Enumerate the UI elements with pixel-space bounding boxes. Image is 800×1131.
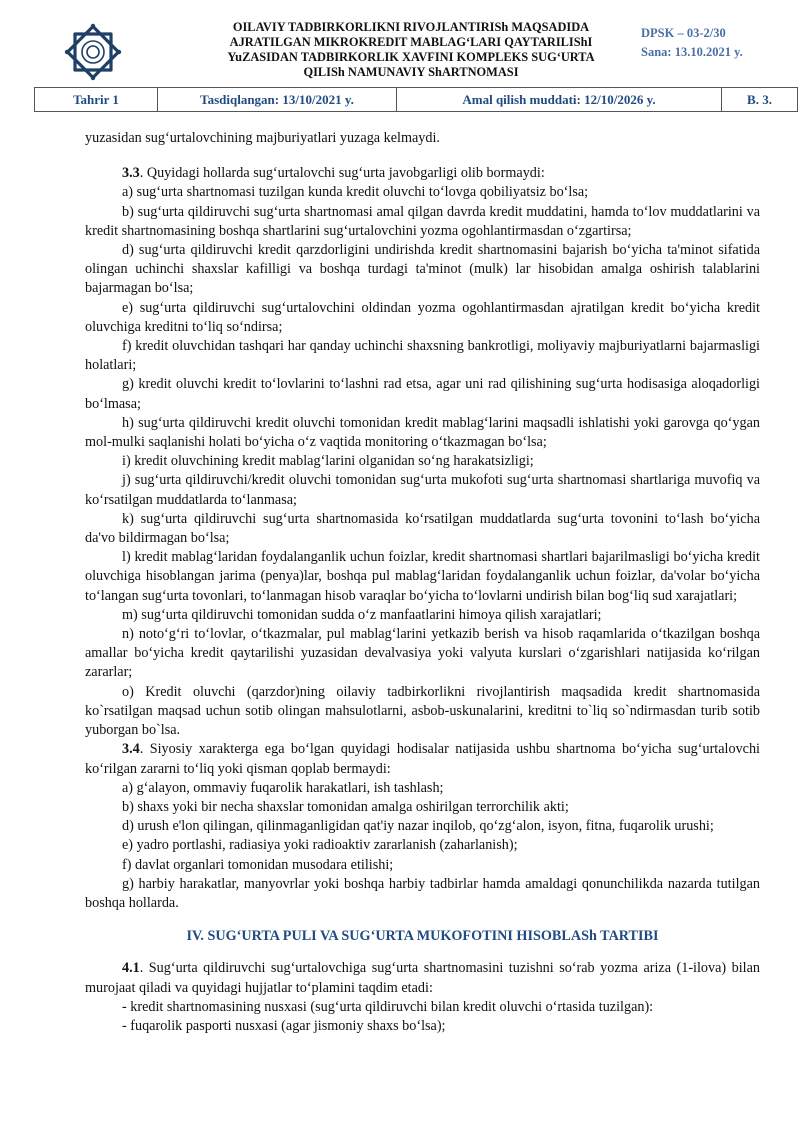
clause-item: m) sug‘urta qildiruvchi tomonidan sudda o‘z manfaatlarini himoya qilish xarajatlari; (122, 606, 602, 623)
clause-item: - fuqarolik pasporti nusxasi (agar jismoniy shaxs bo‘lsa); (122, 1017, 446, 1034)
document-meta-table (34, 87, 798, 112)
clause-item: - kredit shartnomasining nusxasi (sug‘urta qildiruvchi bilan kredit oluvchi o‘rtasida tuzilgan): (122, 998, 654, 1015)
clause-text: . Sug‘urta qildiruvchi sug‘urtalovchiga sug‘urta shartnomasini tuzishni so‘rab yozma ariza (1-ilova) bilan murojaat qiladi va quyidagi hujjatlar to‘plamini taqdim etadi: (85, 960, 760, 996)
title-line: YuZASIDAN TADBIRKORLIK XAVFINI KOMPLEKS SUG‘URTA (227, 50, 595, 64)
clause-item: e) yadro portlashi, radiasiya yoki radioaktiv zararlanish (zaharlanish); (122, 837, 518, 854)
clause-item: n) noto‘g‘ri to‘lovlar, o‘tkazmalar, pul mablag‘larini yetkazib berish va hisob raqamlarida o‘tkazilgan boshqa amallar bo‘yicha kredit qaytarilishi yuzasidan devalvasiya yoki valyuta kurslari o‘zgarishlari natijasida ko‘rilgan zararlar; (85, 626, 760, 681)
title-line: OILAVIY TADBIRKORLIKNI RIVOJLANTIRISh MAQSADIDA (232, 20, 590, 34)
clause-text: . Quyidagi hollarda sug‘urtalovchi sug‘urta javobgarligi olib bormaydi: (139, 165, 545, 182)
star-ornament-logo-icon (61, 20, 125, 84)
title-line: AJRATILGAN MIKROKREDIT MABLAG‘LARI QAYTARILIShI (229, 35, 593, 49)
clause-item: d) urush e'lon qilingan, qilinmaganligidan qat'iy nazar inqilob, qo‘zg‘alon, isyon, fitna, fuqarolik urushi; (122, 818, 714, 835)
clause-number: 4.1 (122, 960, 140, 977)
clause-item: h) sug‘urta qildiruvchi kredit oluvchi tomonidan kredit mablag‘larini maqsadli ishlatishi yoki garovga qo‘ygan mol-mulki saqlanishi holati bo‘yicha o‘z vaqtida monitoring o‘tkazmagan bo‘lsa; (85, 414, 760, 451)
clause-item: b) shaxs yoki bir necha shaxslar tomonidan amalga oshirilgan terrorchilik akti; (122, 798, 569, 815)
clause-item: j) sug‘urta qildiruvchi/kredit oluvchi tomonidan sug‘urta mukofoti sug‘urta shartnomasi shartlariga muvofiq va ko‘rsatilgan muddatlarda to‘lanmasa; (85, 472, 760, 508)
clause-item: g) harbiy harakatlar, manyovrlar yoki boshqa harbiy tadbirlar hamda amaldagi qonunchilikda nazarda tutilgan boshqa hollarda. (85, 875, 760, 911)
document-header (33, 18, 797, 84)
clause-4-1 (85, 959, 760, 997)
clause-3-3 (85, 164, 760, 183)
document-date: Sana: 13.10.2021 y. (641, 45, 743, 59)
clause-item: b) sug‘urta qildiruvchi sug‘urta shartnomasi amal qilgan davrda kredit muddatini, hamda to‘lov muddatlarini va kredit shartnomasining boshqa shartlarini sug‘urtalovchini yozma ogohlantirmasdan o‘zgartirsa; (85, 203, 760, 239)
clause-item: i) kredit oluvchining kredit mablag‘larini olganidan so‘ng harakatsizligi; (122, 453, 534, 470)
clause-number: 3.3 (122, 165, 140, 182)
clause-item: f) kredit oluvchidan tashqari har qanday uchinchi shaxsning bankrotligi, moliyaviy majburiyatlarni bajarmasligi holatlari; (85, 338, 760, 374)
clause-item: d) sug‘urta qildiruvchi kredit qarzdorligini undirishda kredit shartnomasini bajarish bo‘yicha ta'minot sifatida olingan uchinchi shaxslar kafilligi va boshqa turdagi ta'minot (mulk) lar hisobidan amalga oshirish talablarini bajarmagan bo‘lsa; (85, 242, 760, 297)
clause-item: a) sug‘urta shartnomasi tuzilgan kunda kredit oluvchi to‘lovga qobiliyatsiz bo‘lsa; (122, 184, 589, 201)
section-4-title: IV. SUG‘URTA PULI VA SUG‘URTA MUKOFOTINI HISOBLASh TARTIBI (186, 928, 659, 945)
clause-item: f) davlat organlari tomonidan musodara etilishi; (122, 856, 394, 873)
document-code-block (641, 24, 797, 62)
clause-3-4 (85, 740, 760, 778)
intro-paragraph: yuzasidan sug‘urtalovchining majburiyatlari yuzaga kelmaydi. (85, 130, 440, 146)
title-line: QILISh NAMUNAVIY ShARTNOMASI (303, 65, 519, 79)
clause-item: l) kredit mablag‘laridan foydalanganlik uchun foizlar, kredit shartnomasi shartlari bajarilmasligi bo‘yicha kredit oluvchiga hisoblangan jarima (penya)lar, boshqa pul mablag‘laridan foydalanganlik uchun foizlar, da'volar bo‘yicha to‘langan sug‘urta tovonlari, to‘lanmagan hisob varaqlar bo‘yicha to‘lovlarni undirish bilan bog‘liq sud xarajatlari; (85, 549, 760, 604)
document-body (85, 129, 760, 1036)
clause-number: 3.4 (122, 741, 140, 758)
clause-item: a) g‘alayon, ommaviy fuqarolik harakatlari, ish tashlash; (122, 779, 444, 796)
document-title (173, 20, 649, 80)
edition-cell: Tahrir 1 (35, 88, 158, 112)
page-number-cell: B. 3. (722, 88, 798, 112)
approved-date-cell: Tasdiqlangan: 13/10/2021 y. (158, 88, 397, 112)
clause-item: k) sug‘urta qildiruvchi sug‘urta shartnomasida ko‘rsatilgan muddatlarda sug‘urta tovonini to‘lash bo‘yicha da'vo bildirmagan bo‘lsa; (85, 510, 760, 547)
clause-item: o) Kredit oluvchi (qarzdor)ning oilaviy tadbirkorlikni rivojlantirish maqsadida kredit shartnomasida ko`rsatilgan maqsad uchun sotib olingan mahsulotlarni, asbob-uskunalarini, kreditni to`liq so`ndirmasdan turib sotib yuborgan bo`lsa. (85, 683, 760, 739)
document-code: DPSK – 03-2/30 (641, 26, 726, 40)
validity-cell: Amal qilish muddati: 12/10/2026 y. (397, 88, 722, 112)
clause-text: . Siyosiy xarakterga ega bo‘lgan quyidagi hodisalar natijasida ushbu shartnoma bo‘yicha sug‘urtalovchi ko‘rilgan zararni to‘liq yoki qisman qoplab bermaydi: (85, 741, 760, 777)
clause-item: e) sug‘urta qildiruvchi sug‘urtalovchini oldindan yozma ogohlantirmasdan ajratilgan kredit bo‘yicha kredit oluvchiga kreditni to‘liq so‘ndirsa; (85, 299, 760, 335)
clause-item: g) kredit oluvchi kredit to‘lovlarini to‘lashni rad etsa, agar uni rad qilishining sug‘urta hodisasiga aloqadorligi bo‘lmasa; (85, 376, 760, 412)
